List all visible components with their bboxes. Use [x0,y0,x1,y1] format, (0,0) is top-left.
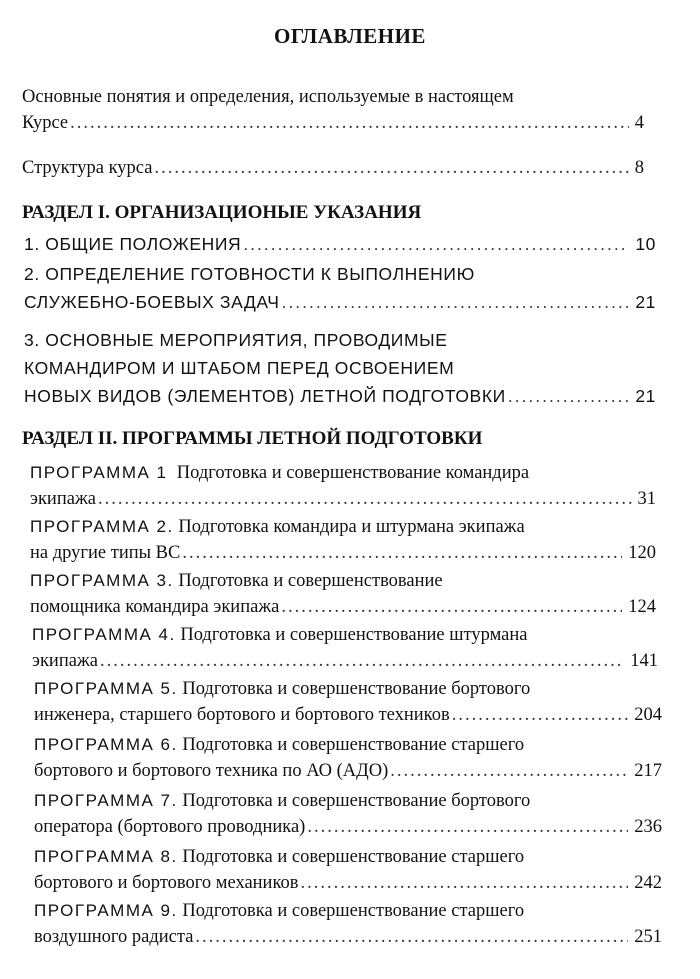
toc-entry-text: бортового и бортового техника по АО (АДО) [34,761,389,781]
toc-entry-text: Структура курса [22,158,153,178]
toc-entry-text: оператора (бортового проводника) [34,817,306,837]
program-label: ПРОГРАММА 5. [34,679,178,698]
program-label: ПРОГРАММА 4. [32,625,176,644]
program-label: ПРОГРАММА 8. [34,847,178,866]
page-number: 124 [628,597,656,617]
program-label: ПРОГРАММА 2. [30,517,174,536]
toc-entry-text: Подготовка и совершенствование старшего [182,735,525,755]
toc-entry-intro-1 [22,84,644,136]
page-number: 21 [635,292,656,312]
page-number: 21 [635,386,656,406]
toc-entry-text: Подготовка и совершенствование командира [176,463,530,483]
toc-entry-intro-2 [22,155,644,181]
toc-entry-text: КОМАНДИРОМ И ШТАБОМ ПЕРЕД ОСВОЕНИЕМ [24,358,455,378]
leader-dots [282,288,630,316]
toc-entry-text: бортового и бортового механиков [34,873,299,893]
page-number: 120 [628,543,656,563]
page-number: 251 [634,927,662,947]
leader-dots [452,702,629,728]
toc-entry-text: на другие типы ВС [30,543,181,563]
toc-entry-program-9 [34,898,662,950]
toc-entry-text: помощника командира экипажа [30,597,280,617]
program-label: ПРОГРАММА 7. [34,791,178,810]
toc-entry-program-4 [32,622,658,674]
toc-entry-program-3 [30,568,656,620]
toc-entry-section1-1 [24,230,656,258]
toc-entry-text: Подготовка командира и штурмана экипажа [178,517,525,537]
page-number: 8 [634,158,644,178]
page-number: 204 [634,705,662,725]
toc-entry-text: Подготовка и совершенствование старшего [182,847,525,867]
toc-entry-text: Подготовка и совершенствование штурмана [180,625,528,645]
toc-entry-section1-3 [24,326,656,410]
page-number: 236 [634,817,662,837]
toc-entry-text: Подготовка и совершенствование бортового [182,791,531,811]
toc-entry-text: Подготовка и совершенствование бортового [182,679,531,699]
section-heading: РАЗДЕЛ I. ОРГАНИЗАЦИОНЫЕ УКАЗАНИЯ [22,202,422,223]
leader-dots [307,814,628,840]
program-label: ПРОГРАММА 1 [30,463,168,482]
page-number: 242 [634,873,662,893]
leader-dots [195,924,628,950]
leader-dots [390,758,628,784]
toc-entry-text: СЛУЖЕБНО-БОЕВЫХ ЗАДАЧ [24,292,280,312]
page-number: 31 [637,489,656,509]
page-number: 10 [635,234,656,254]
toc-entry-program-8 [34,844,662,896]
leader-dots [182,540,622,566]
toc-entry-program-7 [34,788,662,840]
toc-entry-text: воздушного радиста [34,927,194,947]
toc-entry-text: НОВЫХ ВИДОВ (ЭЛЕМЕНТОВ) ЛЕТНОЙ ПОДГОТОВКИ [24,386,506,406]
page-number: 4 [634,113,644,133]
toc-entry-program-2 [30,514,656,566]
toc-entry-text: 2. ОПРЕДЕЛЕНИЕ ГОТОВНОСТИ К ВЫПОЛНЕНИЮ [24,264,475,284]
leader-dots [100,648,624,674]
toc-entry-program-1 [30,460,656,512]
toc-entry-section1-2 [24,260,656,316]
program-label: ПРОГРАММА 6. [34,735,178,754]
toc-entry-text: инженера, старшего бортового и бортового техников [34,705,450,725]
leader-dots [98,486,632,512]
section-heading: РАЗДЕЛ II. ПРОГРАММЫ ЛЕТНОЙ ПОДГОТОВКИ [22,428,483,449]
toc-entry-text: экипажа [30,489,96,509]
leader-dots [70,110,629,136]
leader-dots [301,870,629,896]
toc-entry-text: 3. ОСНОВНЫЕ МЕРОПРИЯТИЯ, ПРОВОДИМЫЕ [24,330,448,350]
toc-entry-text: экипажа [32,651,98,671]
toc-entry-text: Основные понятия и определения, используемые в настоящем [22,87,514,107]
program-label: ПРОГРАММА 9. [34,901,178,920]
leader-dots [508,382,630,410]
toc-entry-text: 1. ОБЩИЕ ПОЛОЖЕНИЯ [24,234,242,254]
toc-entry-text: Подготовка и совершенствование старшего [182,901,525,921]
leader-dots [154,155,628,181]
toc-entry-program-6 [34,732,662,784]
page-number: 217 [634,761,662,781]
leader-dots [281,594,622,620]
leader-dots [243,230,629,258]
page-number: 141 [630,651,658,671]
toc-entry-text: Подготовка и совершенствование [178,571,443,591]
program-label: ПРОГРАММА 3. [30,571,174,590]
toc-entry-text: Курсе [22,113,69,133]
toc-entry-program-5 [34,676,662,728]
page-title: ОГЛАВЛЕНИЕ [274,24,426,48]
